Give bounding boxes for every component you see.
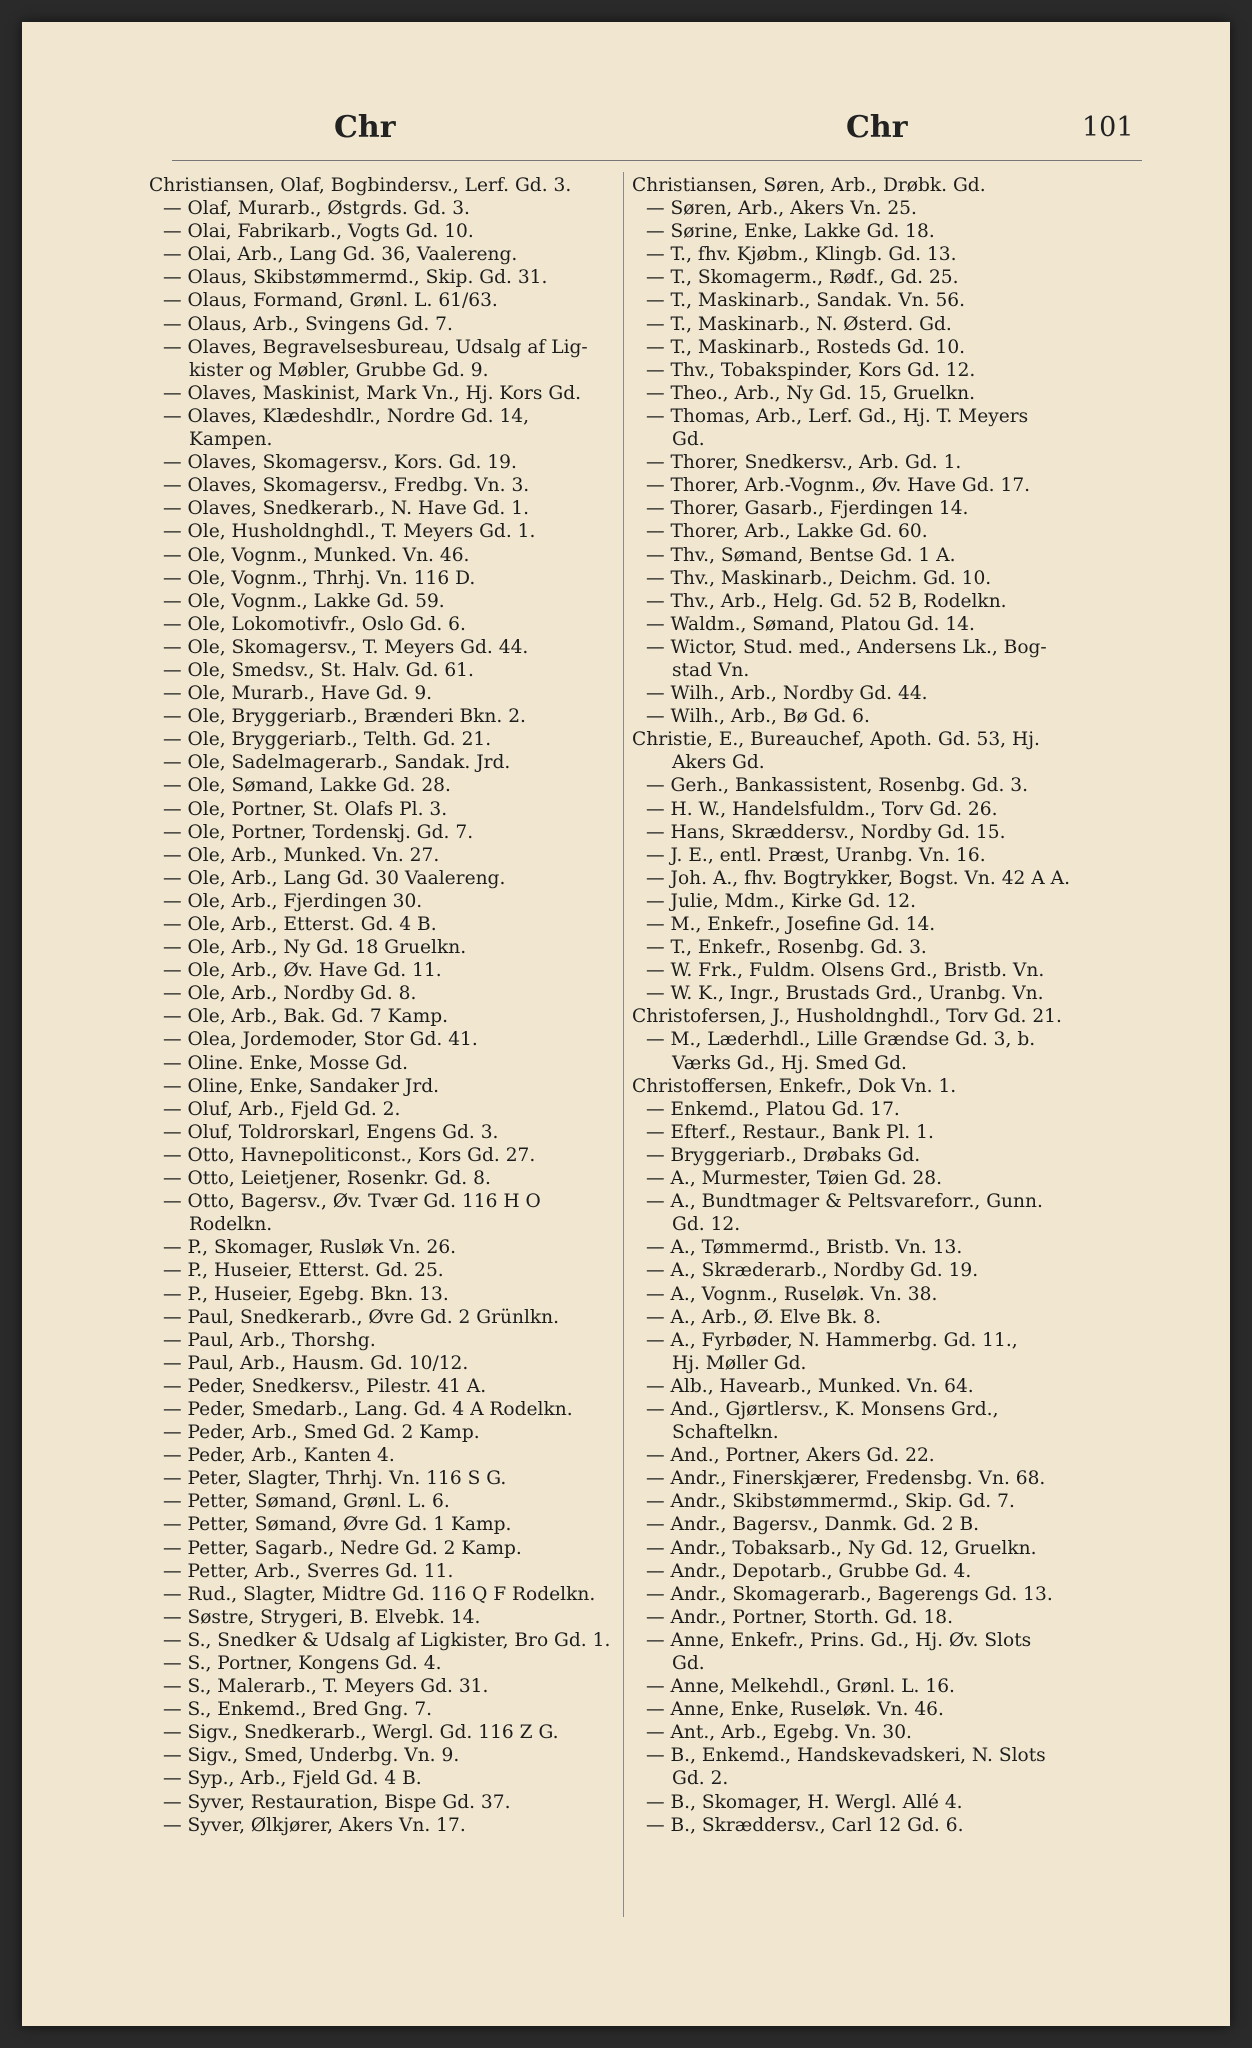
directory-entry-continuation: Hj. Møller Gd. [672,1352,807,1374]
directory-entry: — Olaves, Skomagersv., Kors. Gd. 19. [163,452,517,474]
directory-entry: — A., Tømmermd., Bristb. Vn. 13. [646,1237,963,1259]
directory-entry: — M., Læderhdl., Lille Grændse Gd. 3, b. [646,1029,1036,1051]
directory-entry: — Olai, Fabrikarb., Vogts Gd. 10. [163,221,474,243]
directory-entry: — And., Portner, Akers Gd. 22. [646,1445,935,1467]
directory-entry: — Enkemd., Platou Gd. 17. [646,1098,900,1120]
directory-entry: — S., Snedker & Udsalg af Ligkister, Bro Gd. 1. [163,1629,611,1651]
directory-entry: — A., Vognm., Ruseløk. Vn. 38. [646,1283,938,1305]
directory-entry: — Olaves, Begravelsesbureau, Udsalg af Lig- [163,336,588,358]
directory-entry: — Theo., Arb., Ny Gd. 15, Gruelkn. [646,382,975,404]
directory-entry: — B., Enkemd., Handskevadskeri, N. Slots [646,1745,1046,1767]
directory-entry: — Ole, Murarb., Have Gd. 9. [163,683,433,705]
directory-entry: — Ole, Skomagersv., T. Meyers Gd. 44. [163,636,529,658]
directory-entry: — Peder, Snedkersv., Pilestr. 41 A. [163,1375,487,1397]
directory-entry: — Olaus, Skibstømmermd., Skip. Gd. 31. [163,267,548,289]
directory-entry: — Otto, Havnepoliticonst., Kors Gd. 27. [163,1144,536,1166]
directory-entry: — Andr., Tobaksarb., Ny Gd. 12, Gruelkn. [646,1537,1037,1559]
directory-entry: — Ole, Arb., Lang Gd. 30 Vaalereng. [163,867,506,889]
directory-entry: — Thv., Tobakspinder, Kors Gd. 12. [646,359,976,381]
right-column [632,174,1108,1837]
directory-entry: — Olaus, Arb., Svingens Gd. 7. [163,313,453,335]
directory-entry: — Ole, Vognm., Thrhj. Vn. 116 D. [163,567,476,589]
directory-entry: — Syver, Restauration, Bispe Gd. 37. [163,1791,511,1813]
directory-entry: — Ole, Bryggeriarb., Brænderi Bkn. 2. [163,706,526,728]
directory-entry: — M., Enkefr., Josefine Gd. 14. [646,914,936,935]
directory-entry: — Paul, Snedkerarb., Øvre Gd. 2 Grünlkn. [163,1306,560,1328]
directory-entry: — P., Huseier, Egebg. Bkn. 13. [163,1283,449,1305]
directory-entry-continuation: Akers Gd. [672,752,765,774]
directory-entry-continuation: Gd. 2. [672,1768,729,1790]
directory-entry: — Ole, Arb., Øv. Have Gd. 11. [163,960,442,982]
directory-entry: — Oline, Enke, Sandaker Jrd. [163,1075,440,1097]
directory-entry: — Petter, Arb., Sverres Gd. 11. [163,1560,454,1582]
directory-entry: — Olaf, Murarb., Østgrds. Gd. 3. [163,198,470,220]
directory-entry: — Thv., Arb., Helg. Gd. 52 B, Rodelkn. [646,590,1007,612]
directory-entry: — Thorer, Gasarb., Fjerdingen 14. [646,498,969,520]
directory-entry: — Petter, Sømand, Grønl. L. 6. [163,1491,450,1513]
directory-entry: — Ole, Arb., Munked. Vn. 27. [163,844,440,866]
directory-entry: — Olai, Arb., Lang Gd. 36, Vaalereng. [163,244,518,266]
directory-entry-continuation: Kampen. [189,429,273,451]
directory-entry: — Ole, Sadelmagerarb., Sandak. Jrd. [163,752,511,774]
directory-entry-heading: Christofersen, J., Husholdnghdl., Torv Gd. 21. [632,1006,1062,1028]
directory-entry: — T., Maskinarb., Sandak. Vn. 56. [646,290,966,312]
directory-entry: — W. K., Ingr., Brustads Grd., Uranbg. Vn. [646,983,1044,1005]
directory-entry: — A., Skræderarb., Nordby Gd. 19. [646,1260,979,1282]
directory-entry: — Olaves, Klædeshdlr., Nordre Gd. 14, [163,405,530,427]
directory-entry: — Ole, Arb., Ny Gd. 18 Gruelkn. [163,937,467,959]
directory-entry: — Ole, Arb., Etterst. Gd. 4 B. [163,914,437,935]
running-head-left: Chr [334,110,396,145]
directory-entry: — Andr., Skomagerarb., Bagerengs Gd. 13. [646,1583,1053,1605]
directory-entry: — Ole, Arb., Nordby Gd. 8. [163,983,417,1005]
directory-entry: — T., Enkefr., Rosenbg. Gd. 3. [646,937,927,959]
directory-entry: — Andr., Portner, Storth. Gd. 18. [646,1606,954,1628]
directory-entry: — Peter, Slagter, Thrhj. Vn. 116 S G. [163,1468,507,1490]
directory-entry: — Joh. A., fhv. Bogtrykker, Bogst. Vn. 42 A A. [646,867,1070,889]
directory-entry-continuation: stad Vn. [672,659,750,681]
directory-entry: — Søren, Arb., Akers Vn. 25. [646,198,917,220]
directory-entry: — Oluf, Arb., Fjeld Gd. 2. [163,1098,401,1120]
directory-entry-heading: Christoffersen, Enkefr., Dok Vn. 1. [632,1075,957,1097]
directory-entry: — Waldm., Sømand, Platou Gd. 14. [646,613,975,635]
directory-entry: — Peder, Smedarb., Lang. Gd. 4 A Rodelkn. [163,1398,573,1420]
directory-entry: — Paul, Arb., Thorshg. [163,1329,376,1351]
directory-entry: — Syp., Arb., Fjeld Gd. 4 B. [163,1768,422,1790]
directory-entry: — H. W., Handelsfuldm., Torv Gd. 26. [646,798,998,820]
directory-entry: — Efterf., Restaur., Bank Pl. 1. [646,1121,934,1143]
directory-entry: — Ole, Bryggeriarb., Telth. Gd. 21. [163,729,492,751]
directory-entry: — Otto, Bagersv., Øv. Tvær Gd. 116 H O [163,1191,541,1213]
directory-entry: — T., Skomagerm., Rødf., Gd. 25. [646,267,959,289]
directory-entry: — Ole, Arb., Fjerdingen 30. [163,890,423,912]
directory-entry: — B., Skomager, H. Wergl. Allé 4. [646,1791,963,1813]
directory-entry: — Andr., Finerskjærer, Fredensbg. Vn. 68. [646,1468,1046,1490]
running-head-right: Chr [846,110,908,145]
directory-entry: — Ole, Vognm., Munked. Vn. 46. [163,544,470,566]
directory-entry: — Otto, Leietjener, Rosenkr. Gd. 8. [163,1168,491,1190]
directory-entry-continuation: Værks Gd., Hj. Smed Gd. [672,1052,907,1074]
directory-entry: — Wilh., Arb., Nordby Gd. 44. [646,683,928,705]
directory-entry: — Anne, Melkehdl., Grønl. L. 16. [646,1676,955,1698]
directory-entry: — P., Huseier, Etterst. Gd. 25. [163,1260,444,1282]
directory-entry-heading: Christiansen, Olaf, Bogbindersv., Lerf. Gd. 3. [149,175,572,196]
directory-entry: — Syver, Ølkjører, Akers Vn. 17. [163,1814,466,1836]
directory-entry: — Gerh., Bankassistent, Rosenbg. Gd. 3. [646,775,1029,797]
header-rule [172,160,1142,161]
directory-entry: — Ole, Husholdnghdl., T. Meyers Gd. 1. [163,521,536,543]
directory-entry: — A., Bundtmager & Peltsvareforr., Gunn. [646,1191,1043,1213]
directory-entry: — Ant., Arb., Egebg. Vn. 30. [646,1722,912,1744]
directory-entry: — Thv., Sømand, Bentse Gd. 1 A. [646,544,956,566]
column-divider [623,172,624,1917]
directory-entry-continuation: Schaftelkn. [672,1422,779,1444]
directory-entry-heading: Christiansen, Søren, Arb., Drøbk. Gd. [632,175,986,196]
directory-entry: — T., fhv. Kjøbm., Klingb. Gd. 13. [646,244,957,266]
directory-entry: — Ole, Smedsv., St. Halv. Gd. 61. [163,659,474,681]
directory-entry: — Wictor, Stud. med., Andersens Lk., Bog- [646,636,1047,658]
directory-entry: — Anne, Enkefr., Prins. Gd., Hj. Øv. Slots [646,1629,1032,1651]
directory-entry: — J. E., entl. Præst, Uranbg. Vn. 16. [646,844,986,866]
directory-entry: — Ole, Sømand, Lakke Gd. 28. [163,775,451,797]
directory-entry: — S., Malerarb., T. Meyers Gd. 31. [163,1676,489,1698]
directory-entry-continuation: Gd. 12. [672,1214,741,1236]
directory-entry: — Bryggeriarb., Drøbaks Gd. [646,1144,921,1166]
directory-entry: — Petter, Sømand, Øvre Gd. 1 Kamp. [163,1514,512,1536]
directory-entry: — Sigv., Snedkerarb., Wergl. Gd. 116 Z G. [163,1722,559,1744]
directory-entry: — Andr., Bagersv., Danmk. Gd. 2 B. [646,1514,980,1536]
directory-entry: — Sigv., Smed, Underbg. Vn. 9. [163,1745,460,1767]
directory-entry: — Ole, Portner, Tordenskj. Gd. 7. [163,821,474,843]
directory-entry: — Søstre, Strygeri, B. Elvebk. 14. [163,1606,481,1628]
directory-entry: — Wilh., Arb., Bø Gd. 6. [646,706,870,728]
directory-entry-heading: Christie, E., Bureauchef, Apoth. Gd. 53, Hj. [632,729,1040,751]
directory-entry: — A., Fyrbøder, N. Hammerbg. Gd. 11., [646,1329,1018,1351]
directory-entry: — A., Murmester, Tøien Gd. 28. [646,1168,943,1190]
directory-entry: — T., Maskinarb., Rosteds Gd. 10. [646,336,966,358]
directory-entry: — Ole, Lokomotivfr., Oslo Gd. 6. [163,613,466,635]
directory-entry-continuation: Gd. [672,1653,705,1674]
directory-entry-continuation: Gd. [672,429,705,451]
directory-page [22,22,1230,2026]
directory-entry: — Thv., Maskinarb., Deichm. Gd. 10. [646,567,992,589]
directory-entry: — Olaves, Maskinist, Mark Vn., Hj. Kors Gd. [163,382,582,404]
directory-entry: — Peder, Arb., Kanten 4. [163,1445,395,1467]
directory-entry: — S., Enkemd., Bred Gng. 7. [163,1699,433,1721]
directory-entry: — Anne, Enke, Ruseløk. Vn. 46. [646,1699,944,1721]
directory-entry: — Thorer, Arb.-Vognm., Øv. Have Gd. 17. [646,475,1031,497]
directory-entry: — Paul, Arb., Hausm. Gd. 10/12. [163,1352,469,1374]
directory-entry: — Thomas, Arb., Lerf. Gd., Hj. T. Meyers [646,405,1029,427]
directory-entry: — Oluf, Toldrorskarl, Engens Gd. 3. [163,1121,499,1143]
directory-entry: — Thorer, Snedkersv., Arb. Gd. 1. [646,452,962,474]
directory-entry: — Alb., Havearb., Munked. Vn. 64. [646,1375,974,1397]
directory-entry: — Julie, Mdm., Kirke Gd. 12. [646,890,917,912]
directory-entry: — B., Skræddersv., Carl 12 Gd. 6. [646,1814,964,1836]
directory-entry: — Ole, Vognm., Lakke Gd. 59. [163,590,445,612]
directory-entry: — Thorer, Arb., Lakke Gd. 60. [646,521,928,543]
directory-entry: — Oline. Enke, Mosse Gd. [163,1052,408,1074]
directory-entry: — Olea, Jordemoder, Stor Gd. 41. [163,1029,478,1051]
directory-entry: — Rud., Slagter, Midtre Gd. 116 Q F Rodelkn. [163,1583,596,1605]
directory-entry: — Olaus, Formand, Grønl. L. 61/63. [163,290,498,312]
directory-entry: — S., Portner, Kongens Gd. 4. [163,1653,442,1674]
directory-entry: — Peder, Arb., Smed Gd. 2 Kamp. [163,1422,480,1444]
left-column [149,174,625,1837]
directory-entry: — Olaves, Snedkerarb., N. Have Gd. 1. [163,498,529,520]
directory-entry: — Petter, Sagarb., Nedre Gd. 2 Kamp. [163,1537,522,1559]
page-number: 101 [1082,112,1134,143]
directory-entry: — W. Frk., Fuldm. Olsens Grd., Bristb. Vn. [646,960,1045,982]
directory-entry: — Andr., Skibstømmermd., Skip. Gd. 7. [646,1491,1015,1513]
directory-entry: — Andr., Depotarb., Grubbe Gd. 4. [646,1560,972,1582]
directory-entry: — Ole, Portner, St. Olafs Pl. 3. [163,798,448,820]
directory-entry: — A., Arb., Ø. Elve Bk. 8. [646,1306,882,1328]
directory-entry: — And., Gjørtlersv., K. Monsens Grd., [646,1398,999,1420]
directory-entry: — T., Maskinarb., N. Østerd. Gd. [646,313,952,335]
directory-entry-continuation: Rodelkn. [189,1214,273,1236]
directory-entry-continuation: kister og Møbler, Grubbe Gd. 9. [189,359,489,381]
directory-entry: — P., Skomager, Rusløk Vn. 26. [163,1237,457,1259]
directory-entry: — Ole, Arb., Bak. Gd. 7 Kamp. [163,1006,449,1028]
directory-entry: — Hans, Skræddersv., Nordby Gd. 15. [646,821,1006,843]
directory-entry: — Olaves, Skomagersv., Fredbg. Vn. 3. [163,475,530,497]
directory-entry: — Sørine, Enke, Lakke Gd. 18. [646,221,935,243]
